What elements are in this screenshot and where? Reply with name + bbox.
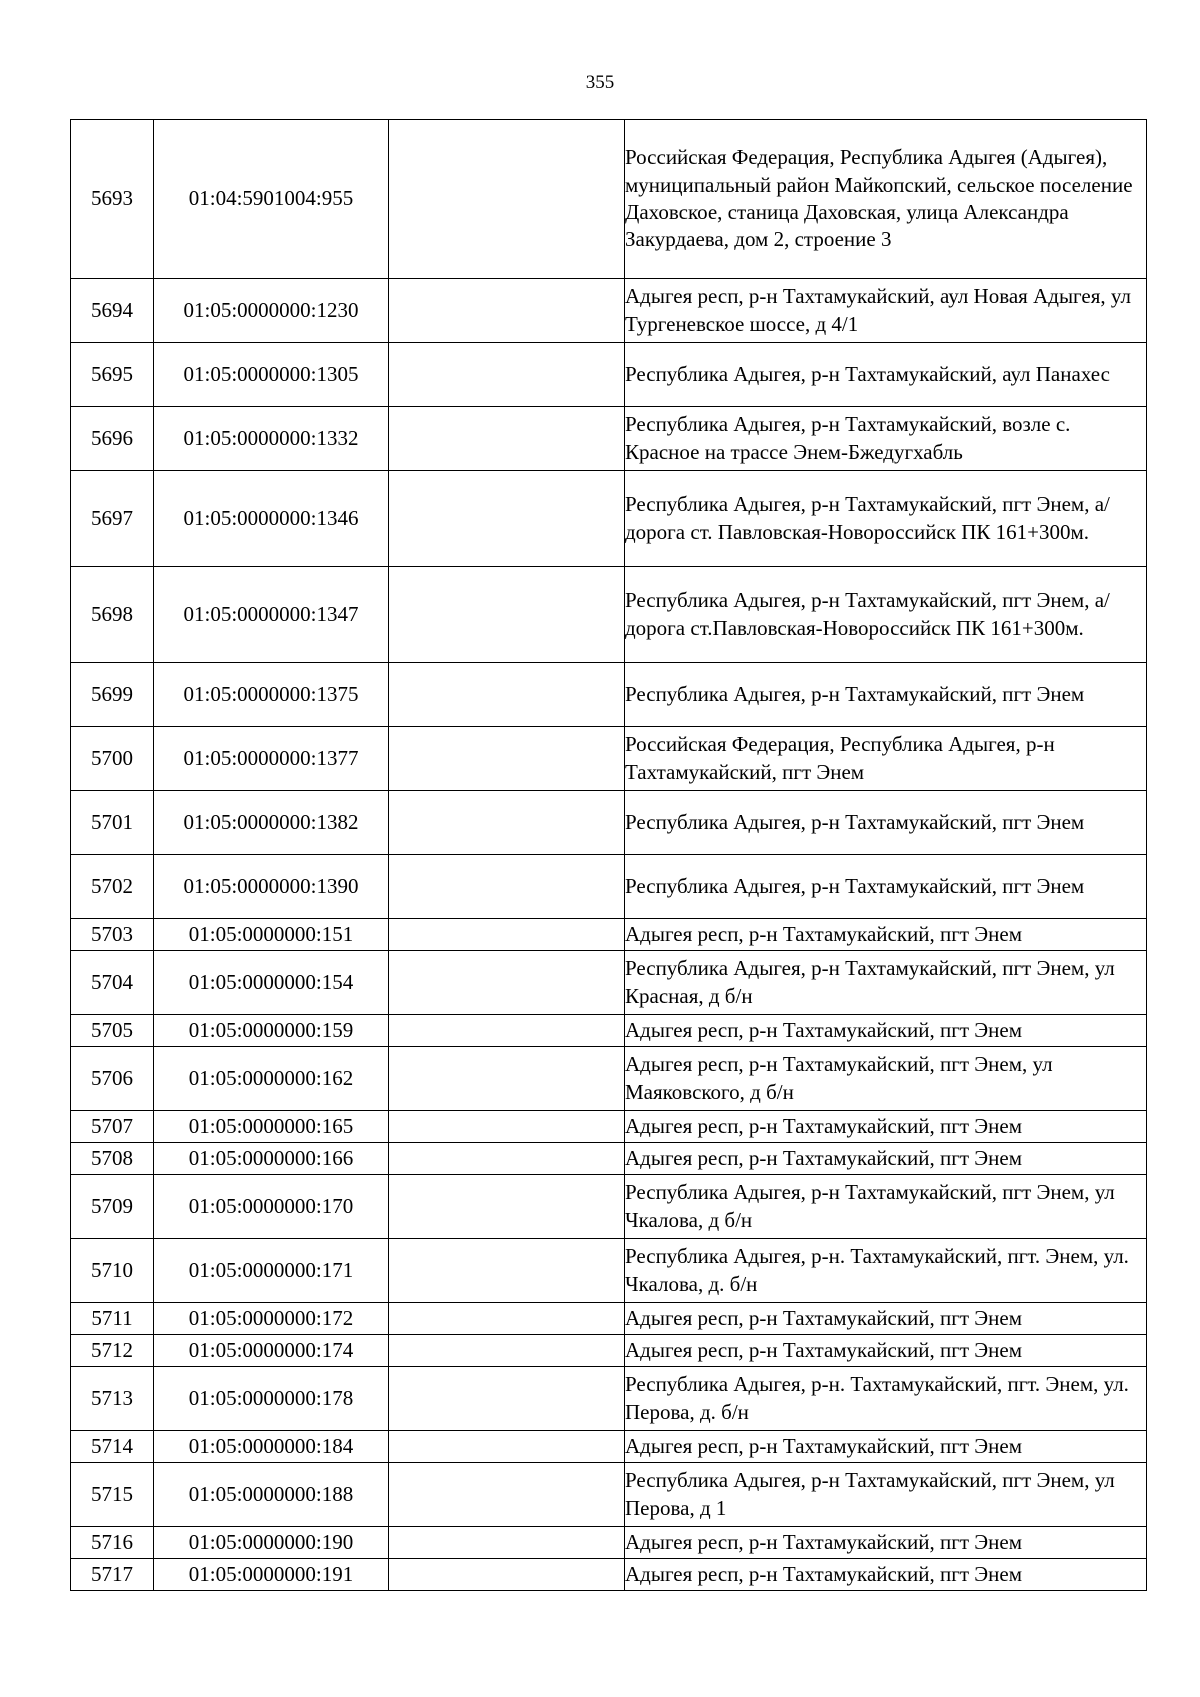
table-row bbox=[71, 663, 1147, 727]
cadastral-number: 01:05:0000000:178 bbox=[154, 1367, 389, 1431]
empty-cell bbox=[389, 1303, 625, 1335]
address: Республика Адыгея, р-н Тахтамукайский, аул Панахес bbox=[625, 343, 1147, 407]
address: Республика Адыгея, р-н. Тахтамукайский, пгт. Энем, ул. Чкалова, д. б/н bbox=[625, 1239, 1147, 1303]
table-row bbox=[71, 567, 1147, 663]
table-row bbox=[71, 343, 1147, 407]
empty-cell bbox=[389, 919, 625, 951]
table-row bbox=[71, 919, 1147, 951]
table-row bbox=[71, 407, 1147, 471]
empty-cell bbox=[389, 1431, 625, 1463]
row-number: 5702 bbox=[71, 855, 154, 919]
empty-cell bbox=[389, 407, 625, 471]
table-row bbox=[71, 951, 1147, 1015]
address: Российская Федерация, Республика Адыгея (Адыгея), муниципальный район Майкопский, сельское поселение Даховское, станица Даховская, улица Александра Закурдаева, дом 2, строение 3 bbox=[625, 120, 1147, 279]
empty-cell bbox=[389, 663, 625, 727]
row-number: 5714 bbox=[71, 1431, 154, 1463]
empty-cell bbox=[389, 1111, 625, 1143]
cadastral-number: 01:05:0000000:184 bbox=[154, 1431, 389, 1463]
cadastral-number: 01:05:0000000:172 bbox=[154, 1303, 389, 1335]
table-row bbox=[71, 1303, 1147, 1335]
address: Республика Адыгея, р-н Тахтамукайский, пгт Энем, ул Чкалова, д б/н bbox=[625, 1175, 1147, 1239]
row-number: 5696 bbox=[71, 407, 154, 471]
address: Республика Адыгея, р-н Тахтамукайский, пгт Энем bbox=[625, 855, 1147, 919]
row-number: 5695 bbox=[71, 343, 154, 407]
cadastral-number: 01:05:0000000:1375 bbox=[154, 663, 389, 727]
empty-cell bbox=[389, 855, 625, 919]
row-number: 5704 bbox=[71, 951, 154, 1015]
cadastral-number: 01:05:0000000:174 bbox=[154, 1335, 389, 1367]
empty-cell bbox=[389, 1335, 625, 1367]
address: Адыгея респ, р-н Тахтамукайский, пгт Энем bbox=[625, 1303, 1147, 1335]
cadastral-number: 01:05:0000000:1347 bbox=[154, 567, 389, 663]
row-number: 5707 bbox=[71, 1111, 154, 1143]
address: Республика Адыгея, р-н Тахтамукайский, пгт Энем, ул Красная, д б/н bbox=[625, 951, 1147, 1015]
row-number: 5716 bbox=[71, 1527, 154, 1559]
address: Адыгея респ, р-н Тахтамукайский, пгт Энем bbox=[625, 1527, 1147, 1559]
empty-cell bbox=[389, 1015, 625, 1047]
empty-cell bbox=[389, 1367, 625, 1431]
cadastral-number: 01:05:0000000:162 bbox=[154, 1047, 389, 1111]
row-number: 5713 bbox=[71, 1367, 154, 1431]
address: Республика Адыгея, р-н Тахтамукайский, пгт Энем, а/дорога ст. Павловская-Новороссийск ПК 161+300м. bbox=[625, 471, 1147, 567]
row-number: 5705 bbox=[71, 1015, 154, 1047]
address: Адыгея респ, р-н Тахтамукайский, пгт Энем bbox=[625, 1431, 1147, 1463]
cadastral-number: 01:05:0000000:154 bbox=[154, 951, 389, 1015]
empty-cell bbox=[389, 120, 625, 279]
cadastral-number: 01:05:0000000:1305 bbox=[154, 343, 389, 407]
row-number: 5694 bbox=[71, 279, 154, 343]
row-number: 5697 bbox=[71, 471, 154, 567]
address: Республика Адыгея, р-н. Тахтамукайский, пгт. Энем, ул. Перова, д. б/н bbox=[625, 1367, 1147, 1431]
address: Адыгея респ, р-н Тахтамукайский, пгт Энем, ул Маяковского, д б/н bbox=[625, 1047, 1147, 1111]
cadastral-number: 01:05:0000000:170 bbox=[154, 1175, 389, 1239]
cadastral-number: 01:05:0000000:1230 bbox=[154, 279, 389, 343]
row-number: 5712 bbox=[71, 1335, 154, 1367]
empty-cell bbox=[389, 279, 625, 343]
row-number: 5710 bbox=[71, 1239, 154, 1303]
address: Адыгея респ, р-н Тахтамукайский, пгт Энем bbox=[625, 919, 1147, 951]
address: Адыгея респ, р-н Тахтамукайский, пгт Энем bbox=[625, 1111, 1147, 1143]
row-number: 5715 bbox=[71, 1463, 154, 1527]
table-row bbox=[71, 1431, 1147, 1463]
address: Республика Адыгея, р-н Тахтамукайский, пгт Энем, ул Перова, д 1 bbox=[625, 1463, 1147, 1527]
empty-cell bbox=[389, 1047, 625, 1111]
empty-cell bbox=[389, 727, 625, 791]
table-row bbox=[71, 279, 1147, 343]
cadastral-number: 01:05:0000000:159 bbox=[154, 1015, 389, 1047]
address: Республика Адыгея, р-н Тахтамукайский, пгт Энем bbox=[625, 663, 1147, 727]
table-row bbox=[71, 1463, 1147, 1527]
row-number: 5717 bbox=[71, 1559, 154, 1591]
table-row bbox=[71, 120, 1147, 279]
cadastral-number: 01:05:0000000:165 bbox=[154, 1111, 389, 1143]
cadastral-number: 01:05:0000000:171 bbox=[154, 1239, 389, 1303]
row-number: 5701 bbox=[71, 791, 154, 855]
address: Российская Федерация, Республика Адыгея, р-н Тахтамукайский, пгт Энем bbox=[625, 727, 1147, 791]
address: Республика Адыгея, р-н Тахтамукайский, пгт Энем bbox=[625, 791, 1147, 855]
row-number: 5703 bbox=[71, 919, 154, 951]
empty-cell bbox=[389, 1239, 625, 1303]
table-row bbox=[71, 1015, 1147, 1047]
row-number: 5711 bbox=[71, 1303, 154, 1335]
table-row bbox=[71, 471, 1147, 567]
table-row bbox=[71, 855, 1147, 919]
table-row bbox=[71, 1367, 1147, 1431]
row-number: 5709 bbox=[71, 1175, 154, 1239]
address: Адыгея респ, р-н Тахтамукайский, аул Новая Адыгея, ул Тургеневское шоссе, д 4/1 bbox=[625, 279, 1147, 343]
empty-cell bbox=[389, 951, 625, 1015]
cadastral-number: 01:05:0000000:1382 bbox=[154, 791, 389, 855]
empty-cell bbox=[389, 1463, 625, 1527]
page-number: 355 bbox=[585, 72, 615, 93]
empty-cell bbox=[389, 1559, 625, 1591]
address: Адыгея респ, р-н Тахтамукайский, пгт Энем bbox=[625, 1335, 1147, 1367]
address: Адыгея респ, р-н Тахтамукайский, пгт Энем bbox=[625, 1015, 1147, 1047]
cadastral-number: 01:05:0000000:190 bbox=[154, 1527, 389, 1559]
table-row bbox=[71, 1335, 1147, 1367]
table-row bbox=[71, 791, 1147, 855]
row-number: 5699 bbox=[71, 663, 154, 727]
row-number: 5706 bbox=[71, 1047, 154, 1111]
table-row bbox=[71, 727, 1147, 791]
cadastral-number: 01:05:0000000:1332 bbox=[154, 407, 389, 471]
cadastral-number: 01:05:0000000:1377 bbox=[154, 727, 389, 791]
row-number: 5693 bbox=[71, 120, 154, 279]
empty-cell bbox=[389, 791, 625, 855]
registry-table bbox=[70, 119, 1147, 1591]
address: Республика Адыгея, р-н Тахтамукайский, пгт Энем, а/дорога ст.Павловская-Новороссийск ПК 161+300м. bbox=[625, 567, 1147, 663]
empty-cell bbox=[389, 1527, 625, 1559]
address: Адыгея респ, р-н Тахтамукайский, пгт Энем bbox=[625, 1143, 1147, 1175]
empty-cell bbox=[389, 343, 625, 407]
cadastral-number: 01:05:0000000:191 bbox=[154, 1559, 389, 1591]
address: Республика Адыгея, р-н Тахтамукайский, возле с. Красное на трассе Энем-Бжедугхабль bbox=[625, 407, 1147, 471]
row-number: 5708 bbox=[71, 1143, 154, 1175]
table-row bbox=[71, 1143, 1147, 1175]
cadastral-number: 01:04:5901004:955 bbox=[154, 120, 389, 279]
cadastral-number: 01:05:0000000:151 bbox=[154, 919, 389, 951]
address: Адыгея респ, р-н Тахтамукайский, пгт Энем bbox=[625, 1559, 1147, 1591]
cadastral-number: 01:05:0000000:1346 bbox=[154, 471, 389, 567]
table-row bbox=[71, 1175, 1147, 1239]
cadastral-number: 01:05:0000000:188 bbox=[154, 1463, 389, 1527]
table-row bbox=[71, 1527, 1147, 1559]
row-number: 5700 bbox=[71, 727, 154, 791]
empty-cell bbox=[389, 471, 625, 567]
registry-table-body bbox=[71, 120, 1147, 1591]
cadastral-number: 01:05:0000000:166 bbox=[154, 1143, 389, 1175]
table-row bbox=[71, 1559, 1147, 1591]
empty-cell bbox=[389, 1175, 625, 1239]
row-number: 5698 bbox=[71, 567, 154, 663]
empty-cell bbox=[389, 1143, 625, 1175]
table-row bbox=[71, 1111, 1147, 1143]
table-row bbox=[71, 1047, 1147, 1111]
table-row bbox=[71, 1239, 1147, 1303]
cadastral-number: 01:05:0000000:1390 bbox=[154, 855, 389, 919]
empty-cell bbox=[389, 567, 625, 663]
